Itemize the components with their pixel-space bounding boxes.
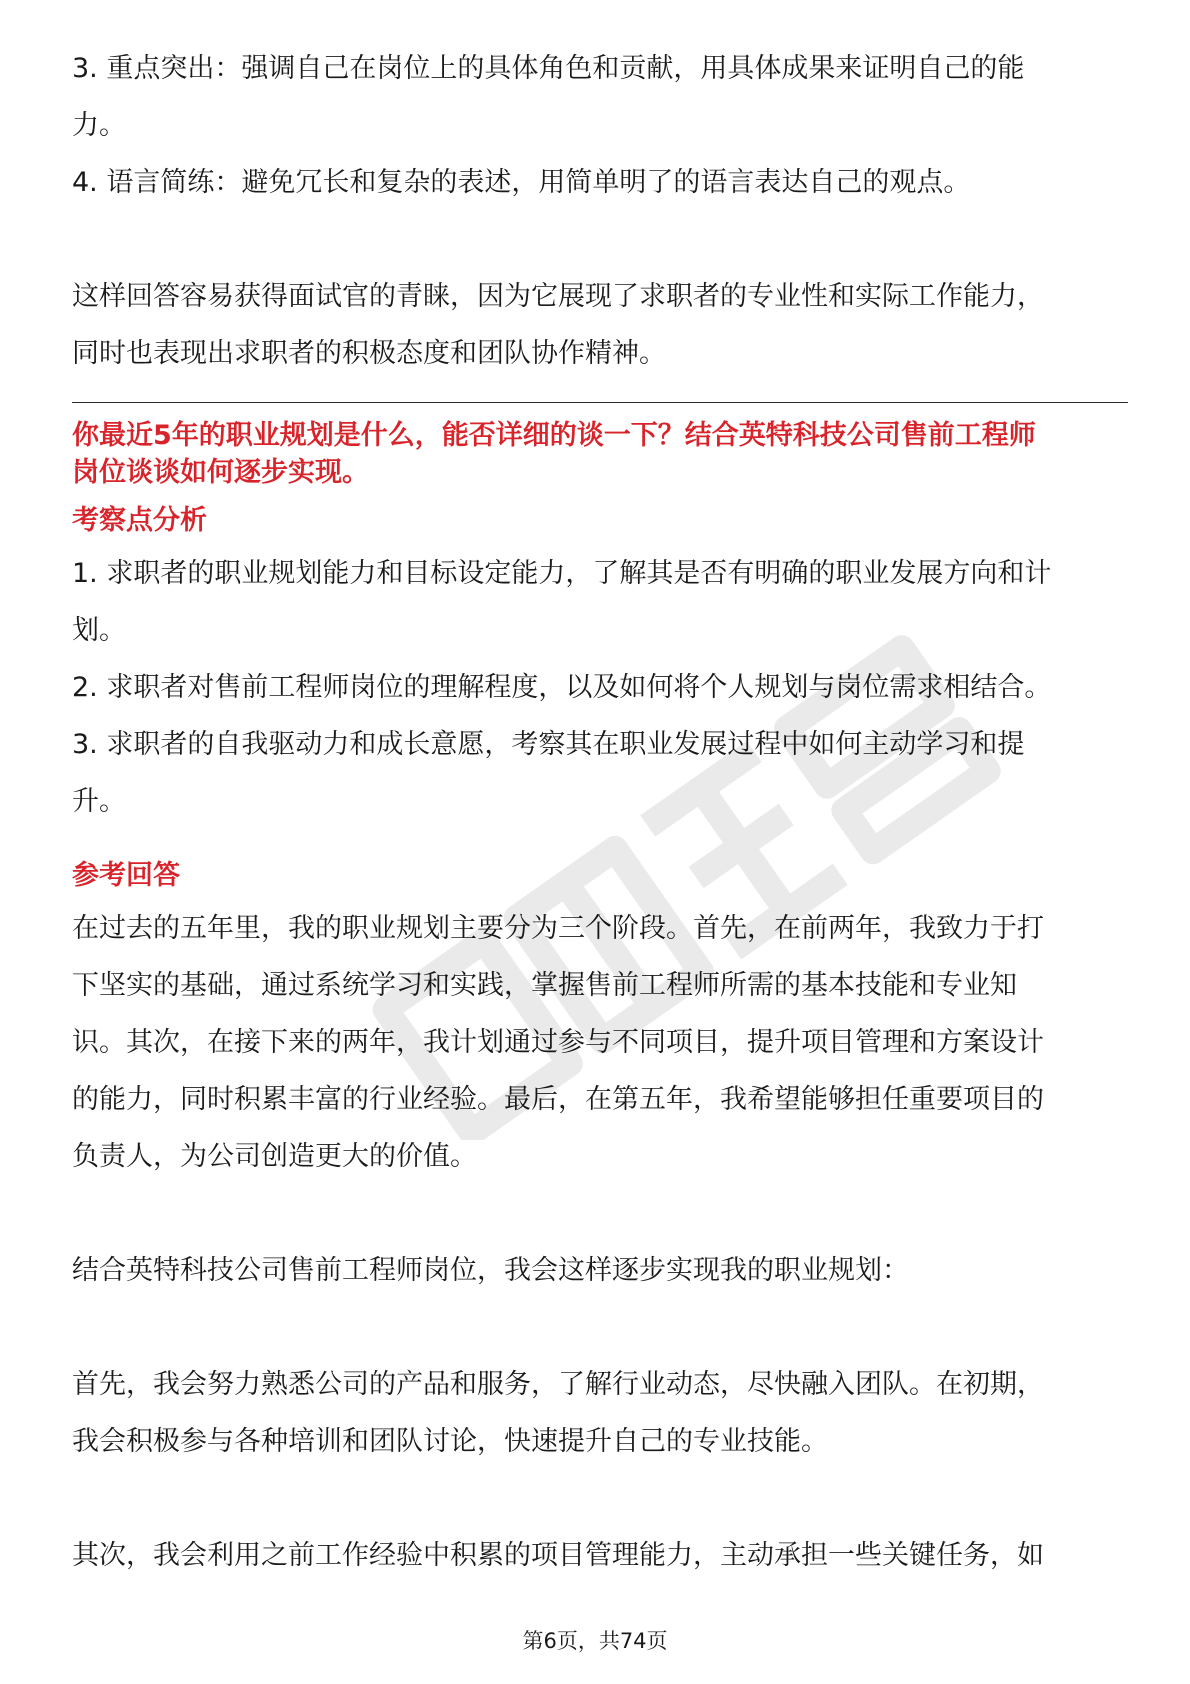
section-divider — [72, 402, 1128, 403]
paragraph-line: 结合英特科技公司售前工程师岗位，我会这样逐步实现我的职业规划： — [72, 1255, 909, 1286]
paragraph-line: 我会积极参与各种培训和团队讨论，快速提升自己的专业技能。 — [72, 1426, 828, 1457]
document-page — [72, 40, 1128, 1584]
paragraph-line: 这样回答容易获得面试官的青睐，因为它展现了求职者的专业性和实际工作能力， — [72, 281, 1044, 312]
paragraph-line: 识。其次，在接下来的两年，我计划通过参与不同项目，提升项目管理和方案设计 — [72, 1027, 1044, 1058]
question-line: 你最近5年的职业规划是什么，能否详细的谈一下？结合英特科技公司售前工程师 — [72, 420, 1036, 451]
answer-heading: 参考回答 — [72, 860, 180, 891]
paragraph-line: 首先，我会努力熟悉公司的产品和服务，了解行业动态，尽快融入团队。在初期， — [72, 1369, 1044, 1400]
paragraph-line: 在过去的五年里，我的职业规划主要分为三个阶段。首先，在前两年，我致力于打 — [72, 913, 1044, 944]
analysis-heading: 考察点分析 — [72, 505, 207, 536]
list-item: 2. 求职者对售前工程师岗位的理解程度，以及如何将个人规划与岗位需求相结合。 — [72, 672, 1052, 703]
list-item: 升。 — [72, 786, 126, 817]
list-item: 力。 — [72, 110, 126, 141]
question-title — [72, 417, 1128, 491]
list-item: 3. 求职者的自我驱动力和成长意愿，考察其在职业发展过程中如何主动学习和提 — [72, 729, 1025, 760]
paragraph-line: 同时也表现出求职者的积极态度和团队协作精神。 — [72, 338, 666, 369]
list-item: 划。 — [72, 615, 126, 646]
paragraph-line: 负责人，为公司创造更大的价值。 — [72, 1141, 477, 1172]
paragraph-line: 下坚实的基础，通过系统学习和实践，掌握售前工程师所需的基本技能和专业知 — [72, 970, 1017, 1001]
question-line: 岗位谈谈如何逐步实现。 — [72, 457, 369, 488]
page-footer: 第6页，共74页 — [522, 1629, 668, 1653]
paragraph-line: 其次，我会利用之前工作经验中积累的项目管理能力，主动承担一些关键任务，如 — [72, 1540, 1044, 1571]
list-item: 3. 重点突出：强调自己在岗位上的具体角色和贡献，用具体成果来证明自己的能 — [72, 53, 1025, 84]
list-item: 4. 语言简练：避免冗长和复杂的表述，用简单明了的语言表达自己的观点。 — [72, 167, 971, 198]
paragraph-line: 的能力，同时积累丰富的行业经验。最后，在第五年，我希望能够担任重要项目的 — [72, 1084, 1044, 1115]
list-item: 1. 求职者的职业规划能力和目标设定能力，了解其是否有明确的职业发展方向和计 — [72, 558, 1052, 589]
